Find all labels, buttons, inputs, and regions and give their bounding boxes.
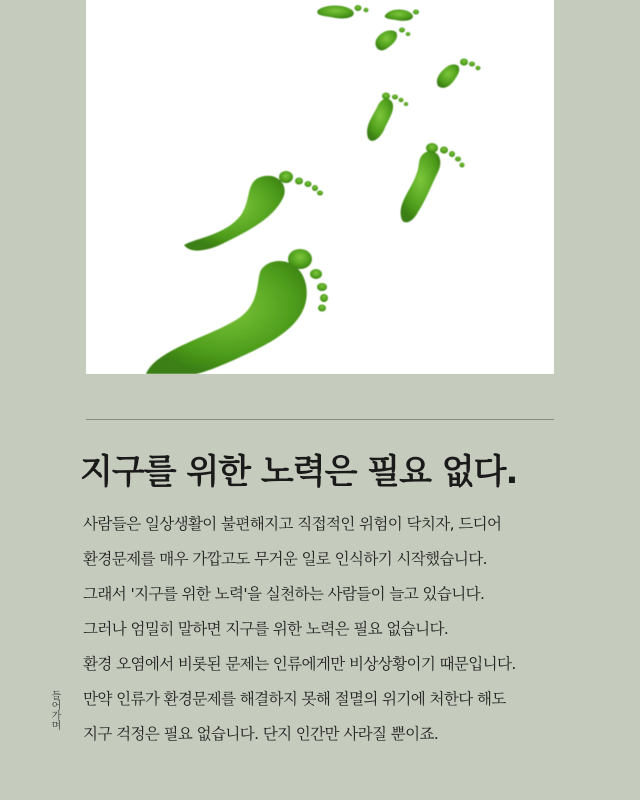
footprint-large [146, 249, 328, 374]
paragraph-line: 지구 걱정은 필요 없습니다. 단지 인간만 사라질 뿐이죠. [83, 725, 439, 743]
footprint-top-3 [385, 10, 419, 21]
section-divider [86, 419, 554, 420]
paragraph-line: 그러나 엄밀히 말하면 지구를 위한 노력은 필요 없습니다. [83, 620, 449, 638]
footprint-right [401, 143, 465, 222]
section-side-label: 들어가며 [49, 690, 60, 730]
paragraph-line: 환경문제를 매우 가깝고도 무거운 일로 인식하기 시작했습니다. [83, 550, 487, 568]
footprint-small-1 [367, 93, 408, 141]
footprint-top-2 [375, 28, 410, 51]
footprint-top-1 [317, 5, 368, 19]
page-title: 지구를 위한 노력은 필요 없다. [80, 452, 518, 492]
paragraph-line: 그래서 '지구를 위한 노력'을 실천하는 사람들이 늘고 있습니다. [83, 585, 485, 603]
grass-footprints-image [86, 0, 554, 374]
body-paragraph [83, 507, 583, 752]
paragraph-line: 만약 인류가 환경문제를 해결하지 못해 절멸의 위기에 처한다 해도 [83, 690, 506, 708]
paragraph-line: 환경 오염에서 비롯된 문제는 인류에게만 비상상황이기 때문입니다. [83, 655, 516, 673]
footprint-medium [184, 171, 323, 251]
footprint-small-2 [437, 59, 481, 88]
paragraph-line: 사람들은 일상생활이 불편해지고 직접적인 위험이 닥치자, 드디어 [83, 515, 502, 533]
footprints-photo [86, 0, 554, 374]
